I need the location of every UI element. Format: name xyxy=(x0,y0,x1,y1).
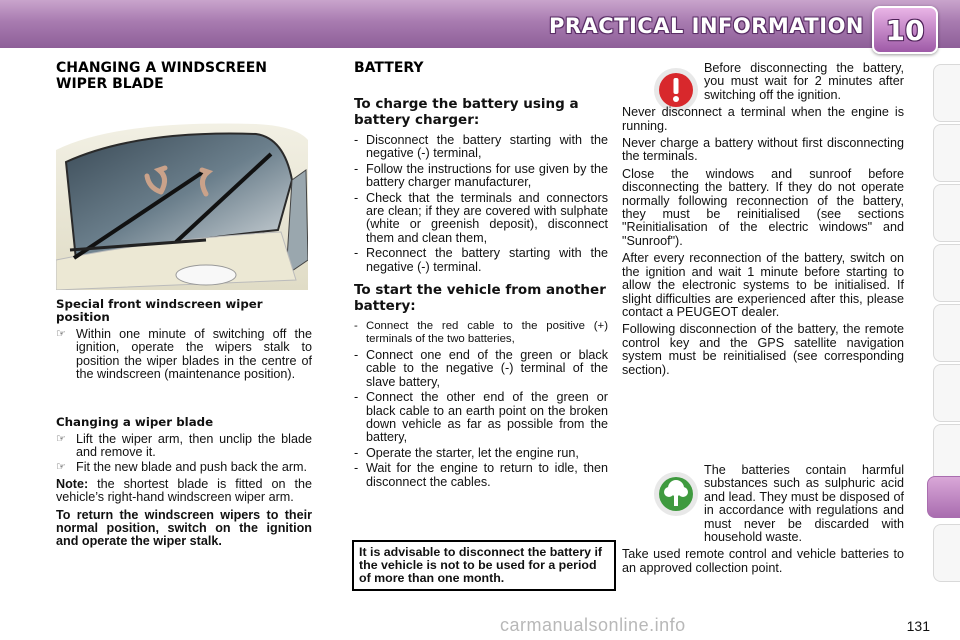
list-item: - Operate the starter, let the engine run, xyxy=(354,447,608,460)
environment-intro: The batteries contain harmful substances such as sulphuric acid and lead. They must be disposed of in accordance with regulations and must never be discarded with household waste. xyxy=(704,463,904,545)
list-item: - Check that the terminals and connectors are clean; if they are covered with sulphate (white or greenish deposit), disconnect them and clean them, xyxy=(354,192,608,246)
list-item: - Connect one end of the green or black cable to the negative (-) terminal of the slave battery, xyxy=(354,349,608,389)
chapter-tab[interactable] xyxy=(933,304,960,362)
environment-paragraph: Take used remote control and vehicle batteries to an approved collection point. xyxy=(622,547,904,575)
chapter-tab[interactable] xyxy=(933,64,960,122)
chapter-tab-active[interactable] xyxy=(927,476,960,518)
wiper-section xyxy=(56,60,312,92)
start-heading: To start the vehicle from another battery: xyxy=(354,282,606,315)
warning-paragraph: After every reconnection of the battery, switch on the ignition and wait 1 minute before starting to allow the electronic systems to be initialised. If slight difficulties are experienced after this, please contact a PEUGEOT dealer. xyxy=(622,251,904,319)
car-windscreen-illustration xyxy=(56,110,308,290)
note-paragraph: Note: the shortest blade is fitted on the vehicle’s right-hand windscreen wiper arm. xyxy=(56,476,312,505)
list-item: - Connect the other end of the green or black cable to an earth point on the broken down vehicle as far as possible from the battery, xyxy=(354,391,608,445)
page-number: 131 xyxy=(906,618,930,634)
changing-blade-heading: Changing a wiper blade xyxy=(56,414,214,429)
chapter-tab[interactable] xyxy=(933,364,960,422)
warning-paragraph: Never disconnect a terminal when the engine is running. xyxy=(622,105,904,133)
chapter-tab[interactable] xyxy=(933,184,960,242)
chapter-badge: 10 xyxy=(872,6,938,54)
warning-section xyxy=(622,62,904,377)
list-item: ☞ Lift the wiper arm, then unclip the blade and remove it. xyxy=(56,433,312,460)
list-item: - Connect the red cable to the positive (+) terminals of the two batteries, xyxy=(354,320,608,347)
watermark: carmanualsonline.info xyxy=(500,615,686,635)
list-item: ☞ Within one minute of switching off the ignition, operate the wipers stalk to position the wiper blades in the centre of the windscreen (maintenance position). xyxy=(56,328,312,382)
chapter-tabs xyxy=(932,64,960,584)
return-wipers-paragraph: To return the windscreen wipers to their normal position, switch on the ignition and operate the wiper stalk. xyxy=(56,507,312,549)
chapter-tab[interactable] xyxy=(933,424,960,482)
battery-title: BATTERY xyxy=(354,60,424,76)
wiper-instructions xyxy=(56,298,312,549)
page-title: PRACTICAL INFORMATION xyxy=(548,14,864,38)
list-item: - Disconnect the battery starting with the negative (-) terminal, xyxy=(354,134,608,161)
list-item: - Follow the instructions for use given by the battery charger manufacturer, xyxy=(354,163,608,190)
environment-section xyxy=(622,464,904,575)
list-item: ☞ Fit the new blade and push back the arm. xyxy=(56,461,312,474)
warning-intro: Before disconnecting the battery, you must wait for 2 minutes after switching off the ignition. xyxy=(704,61,904,102)
list-item: - Reconnect the battery starting with the negative (-) terminal. xyxy=(354,247,608,274)
charge-list xyxy=(354,134,608,274)
chapter-tab[interactable] xyxy=(933,124,960,182)
warning-paragraph: Close the windows and sunroof before disconnecting the battery. If they do not operate normally following reconnection of the battery, they must be reinitialised (see sections "Reinitialisation of the electric windows" and "Sunroof"). xyxy=(622,166,904,248)
battery-section xyxy=(354,60,608,491)
changing-blade-list xyxy=(56,433,312,475)
header-banner xyxy=(0,0,960,48)
list-item: - Wait for the engine to return to idle, then disconnect the cables. xyxy=(354,462,608,489)
chapter-tab[interactable] xyxy=(933,244,960,302)
wiper-title: CHANGING A WINDSCREEN WIPER BLADE xyxy=(56,60,268,92)
chapter-tab[interactable] xyxy=(933,524,960,582)
special-position-heading: Special front windscreen wiper position xyxy=(56,297,263,324)
charge-heading: To charge the battery using a battery charger: xyxy=(354,96,579,128)
start-list xyxy=(354,320,608,489)
warning-paragraph: Never charge a battery without first disconnecting the terminals. xyxy=(622,136,904,164)
special-position-list xyxy=(56,328,312,382)
warning-paragraph: Following disconnection of the battery, the remote control key and the GPS satellite navigation system must be reinitialised (see corresponding section). xyxy=(622,322,904,377)
disconnect-advice-box: It is advisable to disconnect the battery if the vehicle is not to be used for a period of more than one month. xyxy=(352,540,616,591)
